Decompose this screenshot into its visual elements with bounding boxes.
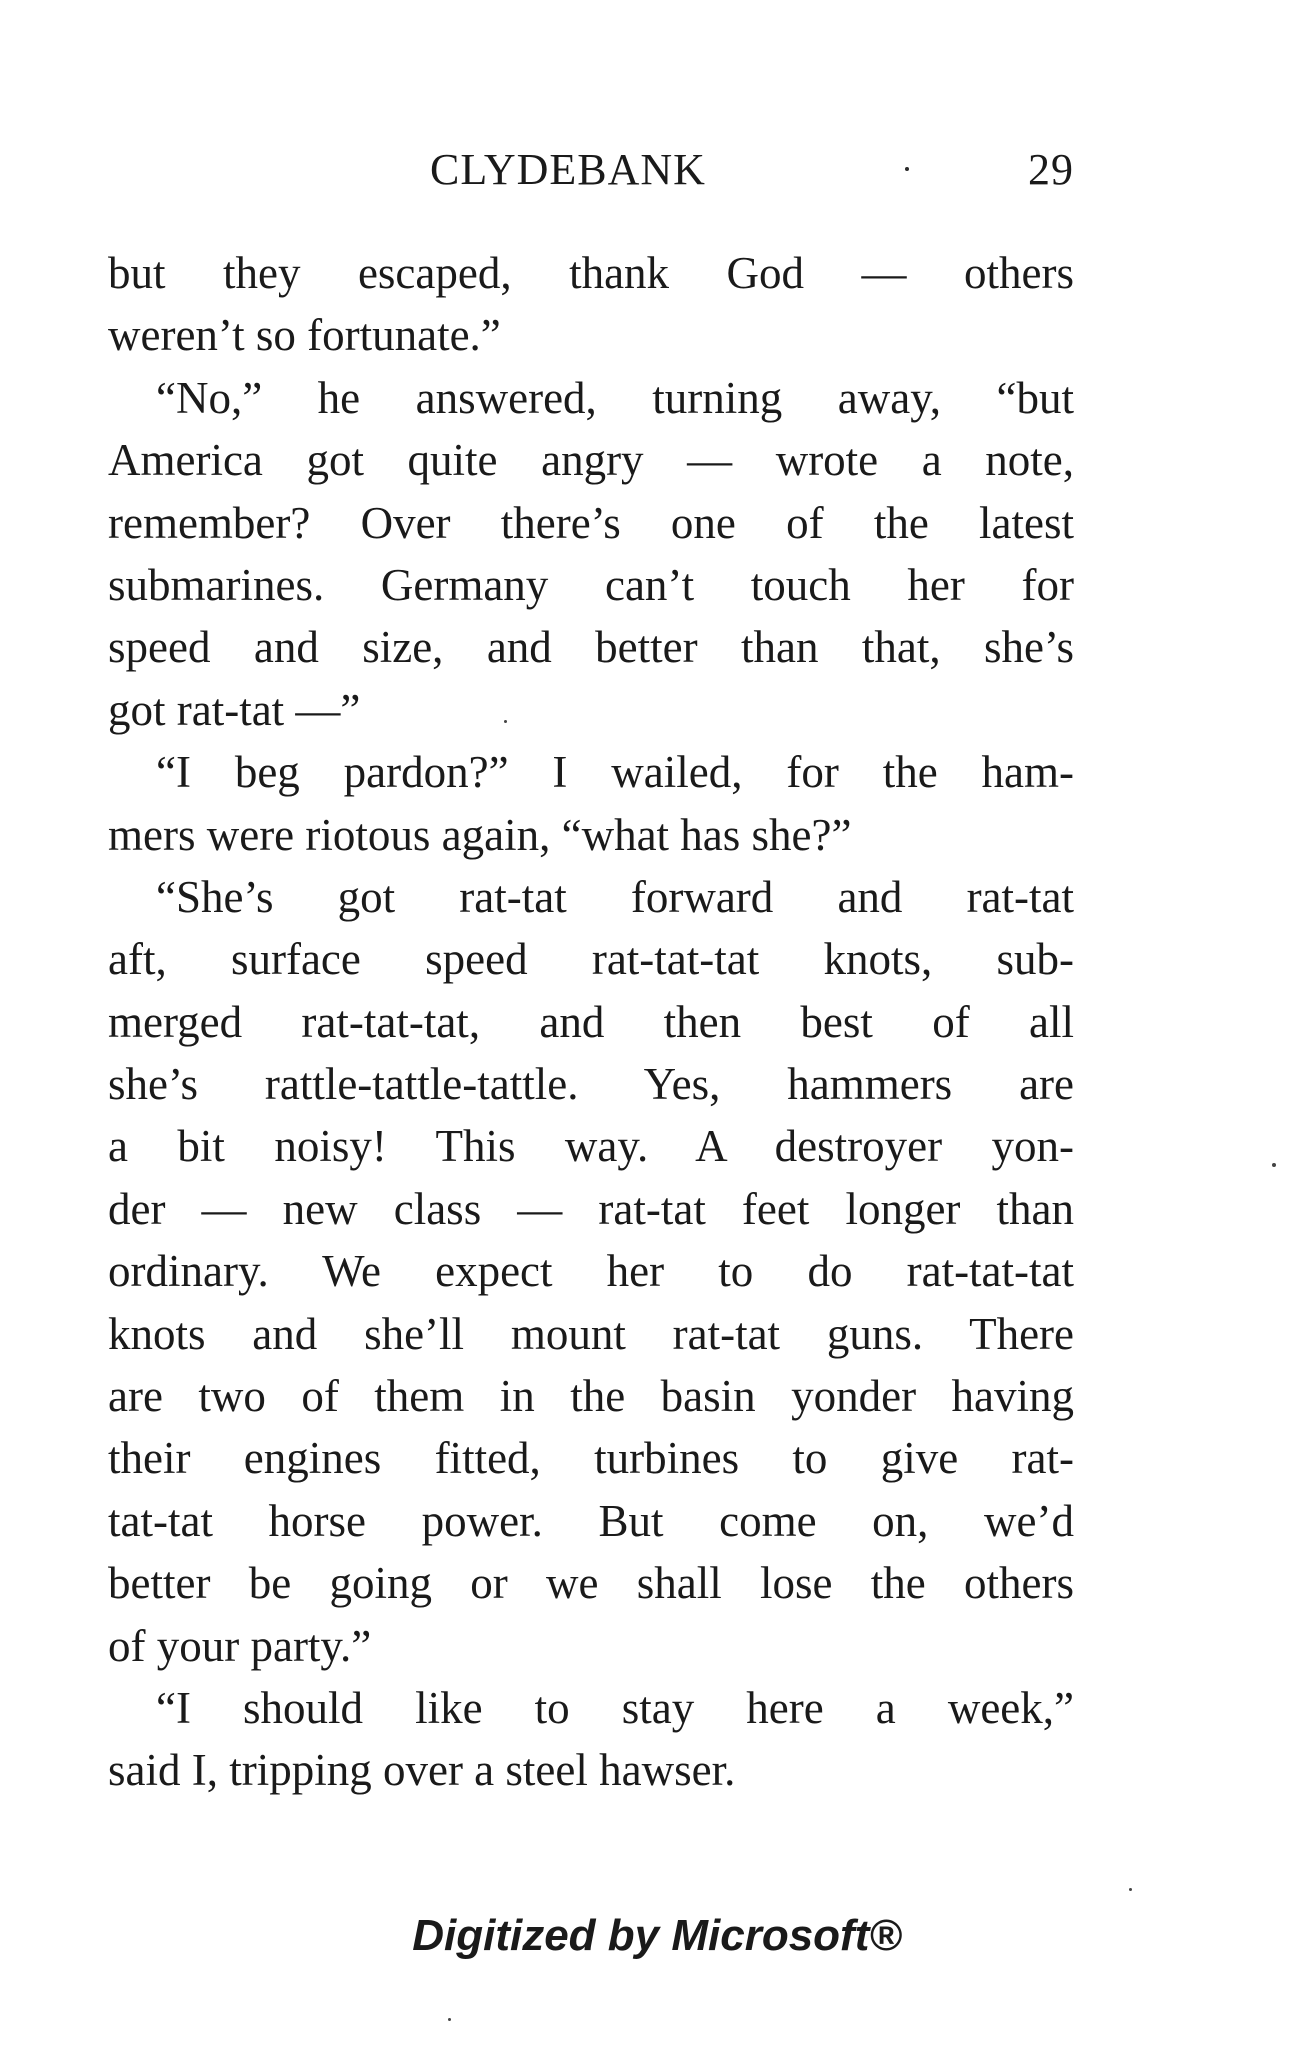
text-line: of your party.” bbox=[108, 1620, 372, 1671]
text-line: but they escaped, thank God — others bbox=[108, 248, 1074, 298]
scan-speck bbox=[448, 2018, 451, 2021]
text-line: der — new class — rat-tat feet longer than bbox=[108, 1183, 1074, 1234]
text-line: “She’s got rat-tat forward and rat-tat bbox=[156, 871, 1074, 922]
text-line: America got quite angry — wrote a note, bbox=[108, 435, 1074, 486]
text-line: aft, surface speed rat-tat-tat knots, sub- bbox=[108, 934, 1074, 985]
head-dot bbox=[905, 167, 909, 171]
text-line: said I, tripping over a steel hawser. bbox=[108, 1745, 736, 1796]
page-number: 29 bbox=[1028, 145, 1074, 194]
text-line: better be going or we shall lose the others bbox=[108, 1558, 1074, 1609]
text-line: weren’t so fortunate.” bbox=[108, 310, 501, 361]
text-line: are two of them in the basin yonder having bbox=[108, 1371, 1074, 1422]
text-line: “No,” he answered, turning away, “but bbox=[156, 372, 1074, 423]
scan-speck bbox=[504, 720, 507, 723]
text-line: mers were riotous again, “what has she?” bbox=[108, 809, 852, 860]
text-line: “I beg pardon?” I wailed, for the ham- bbox=[156, 747, 1074, 798]
text-line: merged rat-tat-tat, and then best of all bbox=[108, 996, 1074, 1047]
text-line: she’s rattle-tattle-tattle. Yes, hammers are bbox=[108, 1059, 1074, 1110]
text-line: knots and she’ll mount rat-tat guns. There bbox=[108, 1308, 1074, 1359]
text-line: got rat-tat —” bbox=[108, 684, 361, 735]
text-line: their engines fitted, turbines to give rat- bbox=[108, 1433, 1074, 1484]
scan-speck bbox=[1272, 1163, 1276, 1167]
running-title: CLYDEBANK bbox=[430, 145, 706, 194]
body-text bbox=[108, 242, 1074, 1802]
text-line: tat-tat horse power. But come on, we’d bbox=[108, 1495, 1074, 1546]
text-line: “I should like to stay here a week,” bbox=[156, 1682, 1074, 1733]
text-line: speed and size, and better than that, she’s bbox=[108, 622, 1074, 673]
digitized-watermark: Digitized by Microsoft® bbox=[412, 1911, 902, 1960]
text-line: ordinary. We expect her to do rat-tat-tat bbox=[108, 1246, 1074, 1297]
running-head bbox=[108, 140, 1074, 200]
text-line: submarines. Germany can’t touch her for bbox=[108, 559, 1074, 610]
scan-speck bbox=[1129, 1888, 1132, 1891]
text-line: a bit noisy! This way. A destroyer yon- bbox=[108, 1121, 1074, 1172]
text-line: remember? Over there’s one of the latest bbox=[108, 497, 1074, 548]
